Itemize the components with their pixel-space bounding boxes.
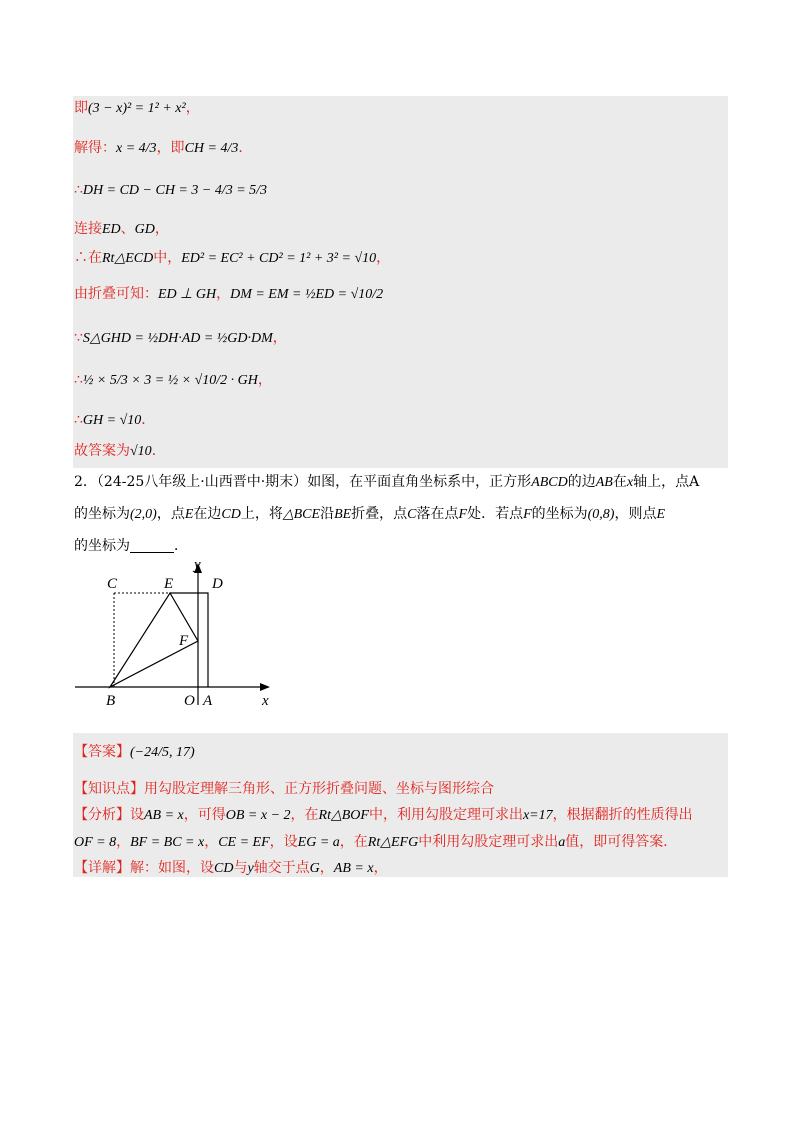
math: OF = 8	[74, 835, 117, 850]
equation: DH = CD − CH = 3 − 4/3 = 5/3	[82, 183, 268, 198]
text: 轴交于点	[253, 860, 310, 876]
text: ，根据翻折的性质得出	[552, 807, 693, 823]
math: Rt△BOF	[318, 808, 369, 823]
math: AB = x	[144, 808, 184, 823]
math: a	[558, 835, 566, 850]
math: CD	[214, 861, 234, 876]
math: C	[407, 507, 417, 522]
label-F: F	[179, 633, 189, 649]
punct: 中，	[153, 250, 182, 266]
solution-line-4	[74, 219, 169, 240]
math: AB	[595, 475, 613, 490]
math: Rt△EFG	[367, 835, 419, 850]
math: (2,0)	[130, 507, 157, 522]
equation: GH = √10	[82, 413, 142, 428]
detail-tag: 【详解】	[74, 860, 130, 876]
knowledge-tag: 【知识点】	[74, 781, 144, 797]
punct: ，	[272, 330, 287, 346]
question-source: （24-25八年级上·山西晋中·期末）	[96, 474, 308, 490]
text: 沿	[320, 506, 335, 522]
text: ，	[373, 860, 388, 876]
solution-line-5	[74, 248, 390, 269]
punct: ．	[141, 412, 156, 428]
text: 的坐标为	[531, 506, 588, 522]
text: 的边	[567, 474, 596, 490]
question-number: 2．	[74, 474, 97, 490]
text: ，	[116, 834, 131, 850]
solution-line-8	[74, 370, 272, 391]
text: 折叠，点	[351, 506, 408, 522]
label: 故答案为	[74, 443, 130, 459]
label-C: C	[107, 576, 118, 592]
answer-blank	[130, 538, 174, 553]
text: 值，即可得答案．	[565, 834, 678, 850]
label: 连接	[74, 221, 102, 237]
text: 设	[130, 807, 144, 823]
equation: S△GHD = ½DH·AD = ½GD·DM	[82, 331, 273, 346]
solution-line-3	[74, 180, 267, 201]
label: 由折叠可知：	[74, 286, 158, 302]
text: ，则点	[614, 506, 657, 522]
text: ，可得	[183, 807, 226, 823]
answer-value: (−24/5, 17)	[130, 745, 195, 760]
text: ，	[319, 860, 334, 876]
text: 落在点	[416, 506, 459, 522]
label: ∴	[74, 182, 83, 198]
text: ，在	[290, 807, 319, 823]
analysis-tag: 【分析】	[74, 807, 130, 823]
text: 上，将	[240, 506, 283, 522]
question-line-2	[74, 502, 724, 527]
punct: 、	[120, 221, 135, 237]
analysis-line-1	[74, 805, 693, 826]
punct: ，	[154, 221, 169, 237]
question-line-1	[74, 470, 724, 495]
text: 处．若点	[467, 506, 524, 522]
punct: ，	[216, 286, 231, 302]
label: ∵	[74, 330, 83, 346]
text: 中，利用勾股定理可求出	[368, 807, 523, 823]
equation: DM = EM = ½ED = √10/2	[230, 287, 384, 302]
text: 的坐标为	[74, 506, 130, 522]
knowledge-line	[74, 779, 494, 799]
label-A: A	[203, 693, 213, 709]
punct: ，	[257, 372, 272, 388]
triangle: Rt△ECD	[102, 251, 154, 266]
math: E	[656, 507, 666, 522]
punct: ，	[376, 250, 391, 266]
equation: ED² = EC² + CD² = 1² + 3² = √10	[181, 251, 377, 266]
math: △BCE	[282, 507, 321, 522]
equation: CH = 4/3	[184, 141, 239, 156]
math: OB = x − 2	[225, 808, 291, 823]
label: ∴	[74, 412, 83, 428]
text: 轴上，点A	[633, 474, 700, 490]
text: 在	[612, 474, 627, 490]
label-E: E	[164, 576, 174, 592]
label-B: B	[106, 693, 116, 709]
math: y	[247, 861, 254, 876]
punct: ，	[185, 100, 200, 116]
label-y: y	[194, 557, 201, 573]
math: F	[458, 507, 468, 522]
text: 如图，在平面直角坐标系中，正方形	[307, 474, 532, 490]
math: CD	[221, 507, 241, 522]
label: ∴	[74, 372, 83, 388]
text: ，点	[156, 506, 185, 522]
answer-line	[74, 742, 195, 763]
math: BF = BC = x	[130, 835, 205, 850]
equation: ED ⊥ GH	[158, 287, 217, 302]
answer-tag: 【答案】	[74, 744, 130, 760]
math: x	[626, 475, 634, 490]
text: 中利用勾股定理可求出	[418, 834, 559, 850]
equation: (3 − x)² = 1² + x²	[88, 101, 186, 116]
label-D: D	[212, 576, 223, 592]
equation: ½ × 5/3 × 3 = ½ × √10/2 · GH	[82, 373, 258, 388]
square-solid-edges	[170, 593, 208, 687]
label-O: O	[184, 693, 195, 709]
math: (0,8)	[587, 507, 615, 522]
math: ABCD	[531, 475, 568, 490]
text: ，在	[339, 834, 368, 850]
math: EG = a	[297, 835, 340, 850]
equation: GD	[134, 222, 155, 237]
math: BE	[334, 507, 352, 522]
text: ．	[174, 538, 188, 554]
text: 的坐标为	[74, 538, 130, 554]
knowledge-text: 用勾股定理解三角形、正方形折叠问题、坐标与图形综合	[144, 781, 494, 797]
text: 与	[233, 860, 248, 876]
equation: x = 4/3	[116, 141, 157, 156]
solution-line-9	[74, 410, 155, 431]
math: E	[184, 507, 194, 522]
geometry-figure	[70, 555, 290, 715]
analysis-line-2	[74, 832, 677, 853]
text: 解：如图，设	[130, 860, 214, 876]
equation: √10	[130, 444, 152, 459]
math: AB = x	[333, 861, 374, 876]
punct: ．	[151, 443, 166, 459]
label: 即	[74, 100, 88, 116]
punct: ．	[238, 140, 253, 156]
solution-line-10	[74, 441, 166, 462]
solution-line-1	[74, 98, 200, 119]
math: x=17	[522, 808, 553, 823]
solution-line-7	[74, 328, 287, 349]
math: G	[309, 861, 320, 876]
solution-line-2	[74, 138, 252, 159]
text: ，设	[269, 834, 298, 850]
math: F	[523, 507, 532, 522]
x-axis-arrow	[260, 683, 270, 691]
solution-line-6	[74, 284, 383, 305]
label: 解得：	[74, 140, 116, 156]
detail-line	[74, 858, 388, 879]
text: 在边	[193, 506, 222, 522]
label: ∴在	[74, 250, 102, 266]
text: ，	[204, 834, 219, 850]
math: CE = EF	[218, 835, 270, 850]
punct: ，即	[156, 140, 185, 156]
label-x: x	[262, 693, 269, 709]
equation: ED	[102, 222, 121, 237]
